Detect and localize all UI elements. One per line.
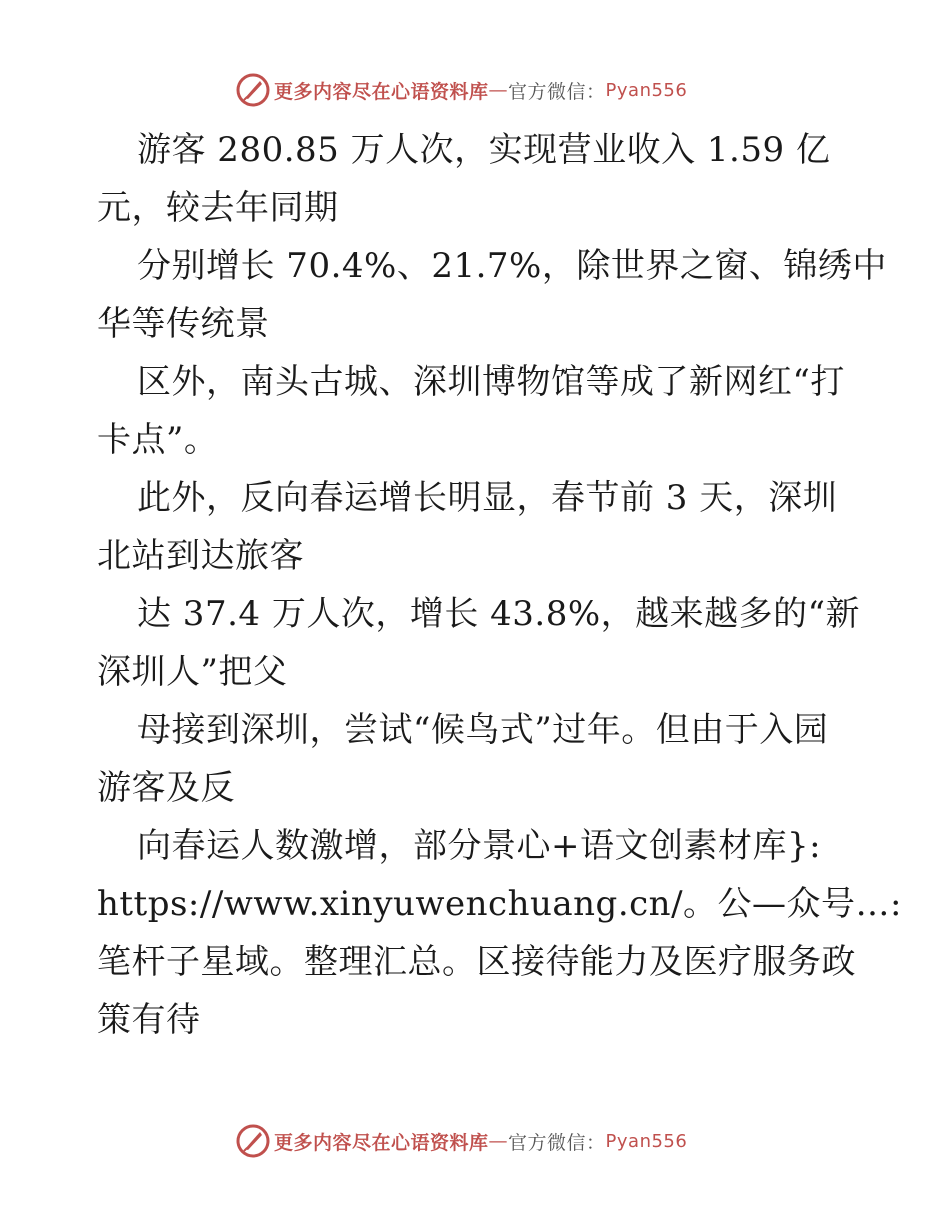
body-line: 区外，南头古城、深圳博物馆等成了新网红“打: [137, 362, 845, 402]
feather-pen-logo-icon: [236, 1124, 270, 1158]
footer-watermark: [236, 1123, 716, 1159]
body-line: 此外，反向春运增长明显，春节前 3 天，深圳: [137, 478, 838, 518]
body-line: 达 37.4 万人次，增长 43.8%，越来越多的“新: [137, 594, 861, 634]
watermark-sub-text: 官方微信：: [508, 1131, 606, 1154]
watermark-main-text: 更多内容尽在心语资料库: [274, 1131, 489, 1154]
body-line: 分别增长 70.4%、21.7%，除世界之窗、锦绣中: [137, 246, 887, 286]
watermark-sub-text: 官方微信：: [508, 80, 606, 103]
body-line: 策有待: [97, 1000, 201, 1040]
body-line: 深圳人”把父: [97, 652, 288, 692]
feather-pen-logo-icon: [236, 73, 270, 107]
body-line: 游客及反: [97, 768, 235, 808]
body-line: 卡点”。: [97, 420, 219, 460]
watermark-wechat-id: Pyan556: [605, 1130, 688, 1152]
watermark-main-text: 更多内容尽在心语资料库: [274, 80, 489, 103]
header-watermark: [236, 72, 716, 108]
watermark-dash: —: [488, 79, 509, 101]
body-line: 笔杆子星域。整理汇总。区接待能力及医疗服务政: [97, 942, 856, 982]
watermark-wechat-id: Pyan556: [605, 79, 688, 101]
document-body: [97, 121, 902, 1049]
body-line: 元，较去年同期: [97, 188, 339, 228]
body-line: 华等传统景: [97, 304, 270, 344]
body-line-link: https://www.xinyuwenchuang.cn/。公—众号…:: [97, 884, 902, 924]
body-line: 游客 280.85 万人次，实现营业收入 1.59 亿: [137, 130, 831, 170]
body-line: 母接到深圳，尝试“候鸟式”过年。但由于入园: [137, 710, 829, 750]
watermark-dash: —: [488, 1130, 509, 1152]
body-line: 向春运人数激增，部分景心+语文创素材库}:: [137, 826, 822, 866]
body-line: 北站到达旅客: [97, 536, 304, 576]
